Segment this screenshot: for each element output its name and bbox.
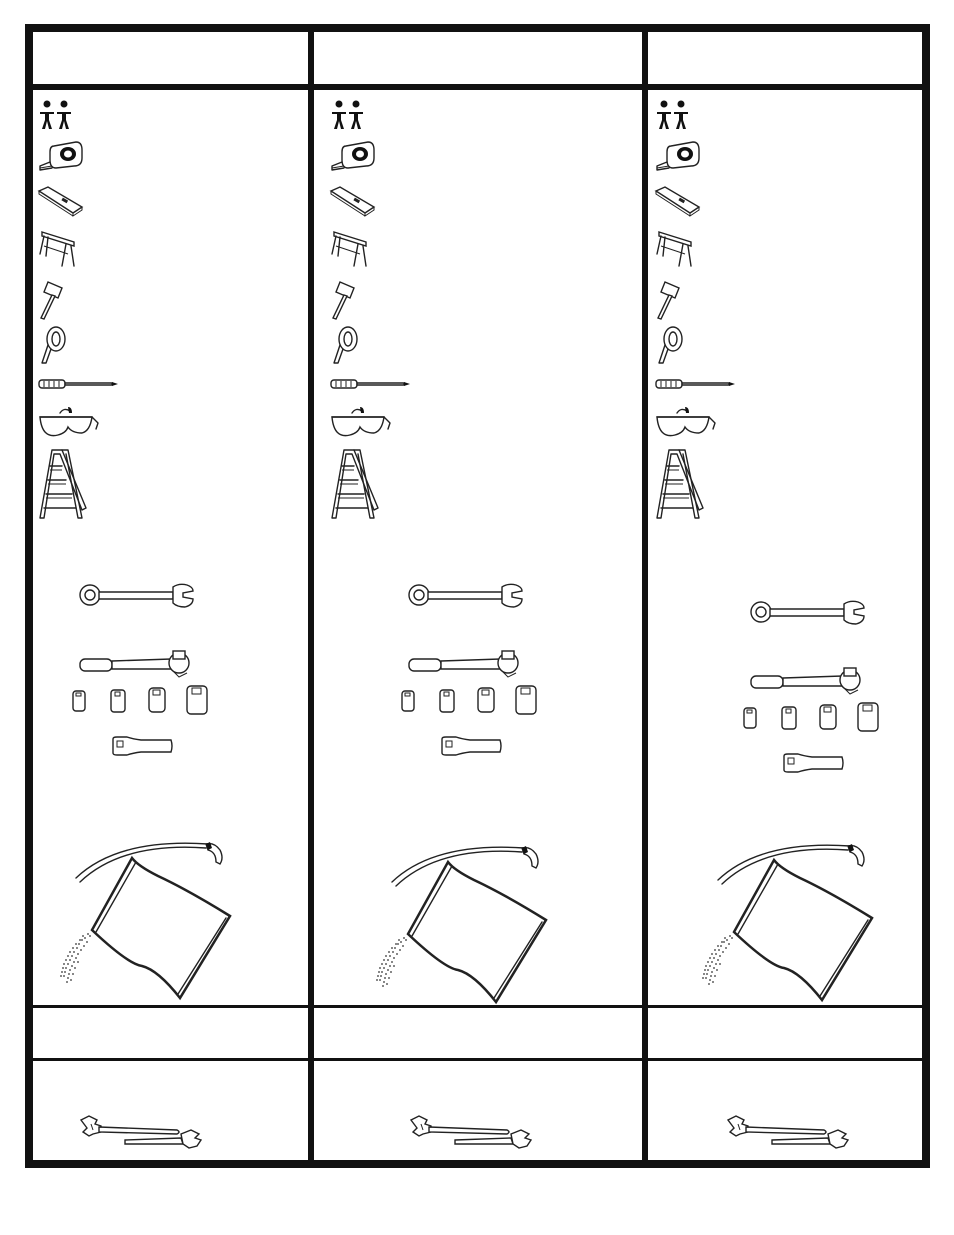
column-divider-2 [642,24,648,1168]
header-separator [25,84,922,90]
column-divider-1 [308,24,314,1168]
instruction-sheet [25,24,930,1168]
footer-separator-2 [25,1058,922,1061]
frame-right-border [922,24,930,1168]
footer-separator-1 [25,1005,922,1008]
frame-top-border [25,24,930,32]
frame-left-border [25,24,33,1168]
frame-bottom-border [25,1160,930,1168]
